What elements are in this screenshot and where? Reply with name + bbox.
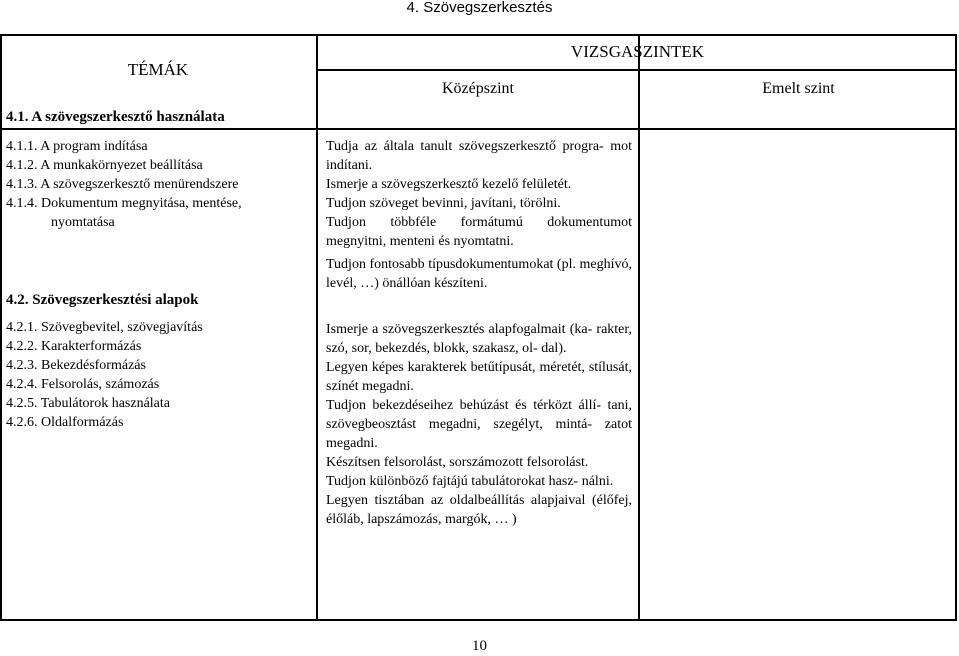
topic-item: 4.2.3. Bekezdésformázás — [6, 358, 146, 373]
requirement-text: Tudjon bekezdéseihez behúzást és térközt állí- tani, szövegbeosztást megadni, szegélyt, mintá- zatot megadni. — [326, 398, 632, 451]
header-divider — [316, 69, 957, 71]
requirement-text: Készítsen felsorolást, sorszámozott felsorolást. — [326, 455, 589, 470]
requirement-text: Tudjon fontosabb típusdokumentumokat (pl. meghívó, levél, …) önállóan készíteni. — [326, 257, 632, 291]
column-header-emelt-szint: Emelt szint — [762, 80, 835, 97]
column-header-temak: TÉMÁK — [127, 60, 189, 79]
topic-item: 4.1.4. Dokumentum megnyitása, mentése, — [6, 196, 242, 211]
topic-item: 4.2.6. Oldalformázás — [6, 415, 124, 430]
header-bottom-line — [0, 128, 957, 130]
requirement-text: Ismerje a szövegszerkesztés alapfogalmait (ka- rakter, szó, sor, bekezdés, blokk, szakasz, ol- dal). — [326, 322, 632, 356]
topic-list — [6, 318, 311, 432]
page-number: 10 — [472, 638, 487, 654]
section-title: 4.1. A szövegszerkesztő használata — [6, 109, 225, 125]
topic-item: 4.2.2. Karakterformázás — [6, 339, 142, 354]
requirement-text: Legyen tisztában az oldalbeállítás alapjaival (élőfej, élőláb, lapszámozás, margók, … ) — [326, 493, 632, 527]
requirement-text: Tudjon többféle formátumú dokumentumot megnyitni, menteni és nyomtatni. — [326, 215, 632, 249]
column-divider — [638, 34, 640, 621]
requirement-text: Tudjon szöveget bevinni, javítani, törölni. — [326, 196, 561, 211]
column-header-kozepszint: Középszint — [442, 80, 514, 97]
topic-item: 4.1.3. A szövegszerkesztő menürendszere — [6, 177, 239, 192]
section-title: 4.2. Szövegszerkesztési alapok — [6, 292, 199, 308]
requirements-list — [326, 137, 632, 293]
topic-list — [6, 137, 311, 232]
topic-item: 4.2.5. Tabulátorok használata — [6, 396, 170, 411]
requirement-text: Legyen képes karakterek betűtípusát, méretét, stílusát, színét megadni. — [326, 360, 632, 394]
topic-item: 4.1.1. A program indítása — [6, 139, 148, 154]
column-header-vizsgaszintek: VIZSGASZINTEK — [570, 42, 705, 61]
topic-item: 4.1.2. A munkakörnyezet beállítása — [6, 158, 203, 173]
requirement-text: Ismerje a szövegszerkesztő kezelő felületét. — [326, 177, 572, 192]
column-divider — [316, 34, 318, 621]
topic-item: 4.2.4. Felsorolás, számozás — [6, 377, 160, 392]
topic-item: nyomtatása — [51, 215, 115, 230]
requirement-text: Tudjon különböző fajtájú tabulátorokat hasz- nálni. — [326, 474, 614, 489]
requirements-list — [326, 320, 632, 529]
page-title: 4. Szövegszerkesztés — [406, 0, 553, 16]
requirement-text: Tudja az általa tanult szövegszerkesztő progra- mot indítani. — [326, 139, 632, 173]
topic-item: 4.2.1. Szövegbevitel, szövegjavítás — [6, 320, 203, 335]
